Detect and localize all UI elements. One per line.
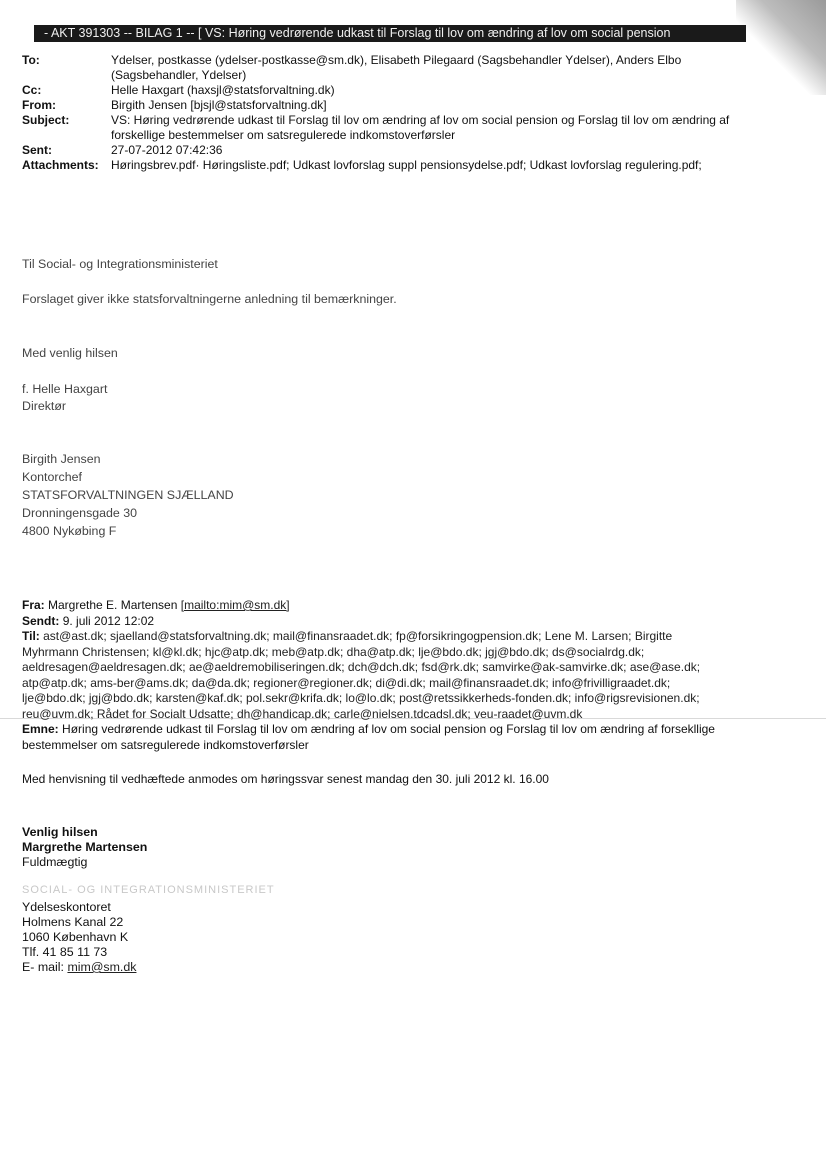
- header-subject-row: [22, 113, 762, 143]
- header-to-row: [22, 53, 762, 83]
- til-recipients: ast@ast.dk; sjaelland@statsforvaltning.dk; mail@finansraadet.dk; fp@forsikringogpension.dk; Lene M. Larsen; Birgitte Myhrmann Christensen; kl@kl.dk; hjc@atp.dk; meb@atp.dk; dha@atp.dk; lje@bdo.dk; jgj@bdo.dk; ds@socialrdg.dk; aeldresagen@aeldresagen.dk; ae@aeldremobiliseringen.dk; dch@dch.dk; fsd@rk.dk; samvirke@ak-samvirke.dk; ase@ase.dk; atp@atp.dk; ams-ber@ams.dk; da@da.dk; regioner@regioner.dk; di@di.dk; mail@finansraadet.dk; info@frivilligraadet.dk; lje@bdo.dk; jgj@bdo.dk; karsten@kaf.dk; pol.sekr@krifa.dk; lo@lo.dk; post@retssikkerheds-fonden.dk; info@rigsrevisionen.dk; reu@uvm.dk; Rådet for Socialt Udsatte; dh@handicap.dk; carle@nielsen.tdcadsl.dk; veu-raadet@uvm.dk: [22, 629, 701, 721]
- sent-value: 27-07-2012 07:42:36: [111, 143, 223, 157]
- header-sent-row: [22, 143, 762, 158]
- sender-street: Dronningensgade 30: [22, 506, 138, 520]
- subject-label: Subject:: [22, 113, 70, 127]
- til-label: Til:: [22, 629, 40, 643]
- sender-title: Kontorchef: [22, 470, 82, 484]
- sender-org: STATSFORVALTNINGEN SJÆLLAND: [22, 488, 234, 502]
- emne-label: Emne:: [22, 722, 59, 736]
- sent-label: Sent:: [22, 143, 52, 157]
- emne-value: Høring vedrørende udkast til Forslag til lov om ændring af lov om social pension og Forslag til lov om ændring af forsekllige bestemmelser om satsregulerede indkomstoverførsler: [22, 722, 715, 752]
- header-from-row: [22, 98, 762, 113]
- document-banner: - AKT 391303 -- BILAG 1 -- [ VS: Høring vedrørende udkast til Forslag til lov om ændring af lov om social pension: [34, 25, 746, 42]
- sendt-label: Sendt:: [22, 613, 60, 628]
- office-city: 1060 København K: [22, 930, 129, 944]
- fra-label: Fra:: [22, 598, 45, 612]
- header-attachments-row: [22, 158, 762, 173]
- cc-value: Helle Haxgart (haxsjl@statsforvaltning.dk): [111, 83, 335, 97]
- from-label: From:: [22, 98, 56, 112]
- til-row: [22, 629, 722, 722]
- email-label: E- mail:: [22, 960, 68, 974]
- closing: Med venlig hilsen: [22, 346, 118, 360]
- cc-label: Cc:: [22, 83, 42, 97]
- request-text: Med henvisning til vedhæftede anmodes om høringssvar senest mandag den 30. juli 2012 kl. 16.00: [22, 772, 549, 786]
- sender-name: Birgith Jensen: [22, 452, 101, 466]
- message-text: Forslaget giver ikke statsforvaltningerne anledning til bemærkninger.: [22, 292, 397, 306]
- signature-greeting: Venlig hilsen: [22, 825, 98, 839]
- fra-value: Margrethe E. Martensen: [48, 598, 178, 612]
- signature-name: Margrethe Martensen: [22, 840, 148, 854]
- office-street: Holmens Kanal 22: [22, 915, 124, 929]
- header-cc-row: [22, 83, 762, 98]
- email-link[interactable]: mim@sm.dk: [67, 960, 137, 974]
- sendt-row: [22, 614, 722, 630]
- sendt-value: 9. juli 2012 12:02: [62, 613, 155, 628]
- to-value: Ydelser, postkasse (ydelser-postkasse@sm.dk), Elisabeth Pilegaard (Sagsbehandler Ydelser), Anders Elbo (Sagsbehandler, Ydelser): [111, 53, 682, 82]
- office-email-row: [22, 960, 136, 975]
- attachments-value: Høringsbrev.pdf· Høringsliste.pdf; Udkast lovforslag suppl pensionsydelse.pdf; Udkast lovforslag regulering.pdf;: [111, 158, 702, 172]
- fra-mailto-link[interactable]: [mailto:mim@sm.dk]: [180, 598, 290, 612]
- signature-title: Fuldmægtig: [22, 855, 88, 869]
- emne-row: [22, 722, 722, 753]
- email-header: [22, 53, 762, 173]
- sender-city: 4800 Nykøbing F: [22, 524, 117, 538]
- office-phone: Tlf. 41 85 11 73: [22, 945, 108, 959]
- ministry-logo-text: SOCIAL- OG INTEGRATIONSMINISTERIET: [22, 884, 275, 896]
- office-name: Ydelseskontoret: [22, 900, 111, 914]
- attachments-label: Attachments:: [22, 158, 99, 172]
- salutation: Til Social- og Integrationsministeriet: [22, 257, 218, 271]
- subject-value: VS: Høring vedrørende udkast til Forslag til lov om ændring af lov om social pension og Forslag til lov om ændring af forskellige bestemmelser om satsregulerede indkomstoverførsler: [111, 113, 730, 142]
- signer-title: Direktør: [22, 399, 67, 413]
- forwarded-header: [22, 598, 722, 788]
- to-label: To:: [22, 53, 40, 67]
- signer-name: f. Helle Haxgart: [22, 382, 108, 396]
- from-value: Birgith Jensen [bjsjl@statsforvaltning.dk]: [111, 98, 327, 112]
- fra-row: [22, 598, 722, 614]
